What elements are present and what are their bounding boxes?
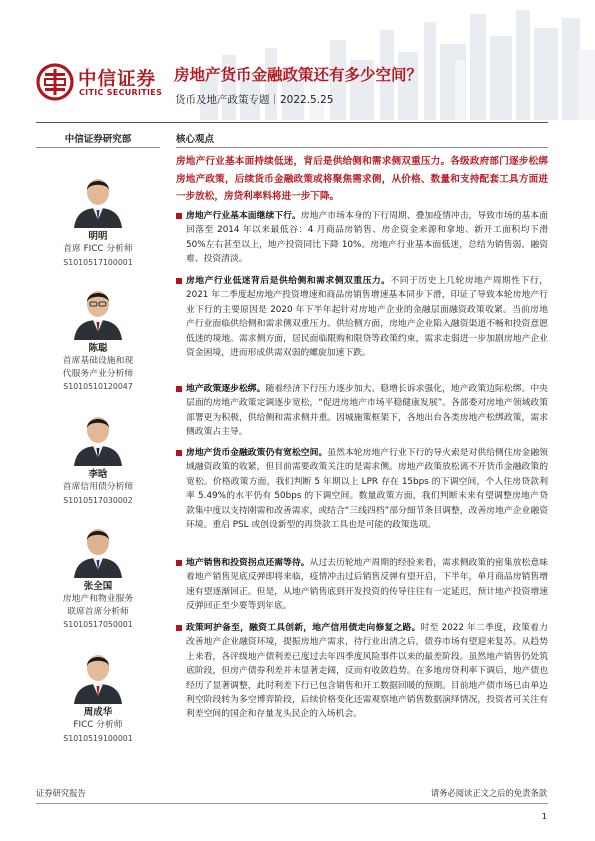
analyst-photo-icon: [72, 408, 124, 466]
bullet-square-icon: [176, 625, 182, 631]
point-text: 房地产市场本身的下行周期、叠加疫情冲击，导致市场的基本面回落至 2014 年以来最低谷：4 月商品房销售、房企资金来源和拿地、新开工面积均下滑 50%左右甚至以上，地产投资同比下降 10%。房地产行业基本面低迷，总结为销售弱、融资难、投资清淡。: [186, 211, 548, 265]
core-view-point: [176, 556, 548, 614]
footer-disclaimer-note: 请务必阅读正文之后的免责条款: [430, 788, 547, 798]
analyst-photo-icon: [72, 170, 124, 228]
analyst-name: 李晗: [88, 469, 108, 480]
analyst-name: 周成华: [83, 707, 113, 718]
core-view-point: [176, 209, 548, 267]
core-views-heading: 核心观点: [176, 134, 215, 145]
bullet-square-icon: [176, 560, 182, 566]
footer-divider: [36, 803, 548, 804]
header-divider: [36, 122, 548, 123]
report-subtitle: 货币及地产政策专题｜2022.5.25: [175, 94, 334, 106]
point-lead: 房地产行业低迷背后是供给侧和需求侧双重压力。: [186, 276, 391, 286]
analyst-license-id: S1010510120047: [63, 382, 133, 391]
analyst-card: [36, 282, 160, 393]
core-view-point: [176, 621, 548, 722]
bullet-square-icon: [176, 213, 182, 219]
point-lead: 房地产货币金融政策仍有宽松空间。: [186, 448, 328, 458]
analyst-title: FICC 分析师: [73, 720, 123, 730]
bullet-square-icon: [176, 386, 182, 392]
core-views-summary: 房地产行业基本面持续低迷，背后是供给侧和需求侧双重压力。各级政府部门逐步松绑房地产政策，后续货币金融政策或将聚焦需求侧，从价格、数量和支持配套工具方面进一步放松，房贷利率料将进一步下降。: [176, 156, 548, 203]
point-text: 时至 2022 年二季度，政策着力改善地产企业融资环境，提振房地产需求，待行业出清之后，债券市场有望迎来复苏。从趋势上来看，各评级地产债利差已度过去年四季度风险事件以来的最差阶段。虽然地产销售仍处筑底阶段，但房产债券利差并未显著走阔，反而有收敛趋势。在多地房贷利率下调后，地产债也经历了显著调整，此时利差下行已包含销售和开工数据回暖的预期。目前地产债市场已由单边利空阶段转为多空博弈阶段，后续价格变化还需观察地产销售数据演绎情况，投资者可关注有利差空间的国企和存量龙头民企的入场机会。: [186, 623, 548, 720]
main-heading-underline: [176, 147, 548, 148]
sidebar-heading-underline: [36, 147, 160, 148]
analyst-photo-icon: [72, 520, 124, 578]
brand-name-en: CITIC SECURITIES: [79, 88, 163, 97]
point-lead: 地产销售和投资拐点还需等待。: [186, 558, 310, 568]
analyst-card: [36, 170, 160, 269]
point-lead: 地产政策逐步松绑。: [186, 384, 266, 394]
sidebar-heading: 中信证券研究部: [64, 134, 132, 145]
analyst-license-id: S1010517030002: [63, 495, 133, 505]
footer-report-type: 证券研究报告: [36, 788, 86, 798]
point-text: 随着经济下行压力逐步加大、稳增长诉求强化，地产政策边际松绑。中央层面的房地产政策定调逐步宽松，“促进房地产市场平稳健康发展”。各部委对房地产领域政策部署更为积极，供给侧和需求侧并重。因城施策框架下，各地出台各类房地产松绑政策，需求侧政策占主导。: [186, 384, 548, 438]
core-view-point: [176, 382, 548, 440]
point-lead: 政策呵护备至，融资工具创新，地产信用债走向修复之路。: [186, 623, 421, 633]
analyst-title: 房地产和物业服务: [62, 594, 134, 604]
analyst-name: 张全国: [83, 581, 113, 592]
point-lead: 房地产行业基本面继续下行。: [186, 211, 301, 221]
analyst-name: 陈聪: [88, 343, 108, 354]
analyst-photo-icon: [72, 646, 124, 704]
analyst-name: 明明: [88, 231, 108, 242]
analyst-title: 首席信用债分析师: [62, 482, 134, 492]
analyst-title: 首席 FICC 分析师: [63, 244, 133, 254]
analyst-license-id: S1010519100001: [63, 733, 133, 743]
analyst-card: [36, 408, 160, 507]
citic-securities-logo: [36, 63, 166, 103]
bullet-square-icon: [176, 278, 182, 284]
page-number: 1: [541, 811, 547, 821]
point-text: 不同于历史上几轮房地产周期性下行，2021 年二季度起房地产投资增速和商品房销售增速基本同步下滑，印证了导致本轮房地产行业下行的主要原因是 2020 年下半年起针对房地产企业的金融层面融资政策收紧。当前房地产行业面临供给侧和需求侧双重压力。供给侧方面，房地产企业陷入融资渠道不畅和投资意愿低迷的境地。需求侧方面，居民面临限购和限贷等政策约束，需求走弱进一步加剧房地产企业资金困境，进而形成供需双弱的螺旋加速下跌。: [186, 276, 548, 359]
analyst-license-id: S1010517100001: [63, 257, 133, 267]
report-title: 房地产货币金融政策还有多少空间？: [174, 66, 423, 84]
analyst-title: 代服务产业分析师: [62, 368, 134, 379]
point-text: 从过去历轮地产周期的经验来看，需求侧政策的密集放松意味着地产销售见底反弹即将来临，疫情冲击过后销售反弹有望开启，下半年，单月商品房销售增速有望逐渐回正。但是，从地产销售底到开发投资的传导往往有一定延迟，预计地产投资增速反弹回正至少要等到年底。: [186, 558, 548, 612]
point-text: 虽然本轮房地产行业下行的导火索是对供给侧住房金融领域融资政策的收紧，但目前需要政策关注的是需求侧。房地产政策放松离不开货币金融政策的宽松。价格政策方面，我们判断 5 年期以上 LPR 存在 15bps 的下调空间，个人住房贷款利率 5.49%的水平仍有 50bps 的下调空间。数量政策方面，我们判断未来有望调整房地产贷款集中度以支持刚需和改善需求，或结合“三线四档”部分细节条目调整，改善房地产企业融资环境。重启 PSL 或创设新型的再贷款工具也是可能的政策选项。: [186, 448, 548, 531]
brand-name-cn: 中信证券: [78, 69, 157, 90]
analyst-title: 联席首席分析师: [67, 606, 129, 617]
analyst-card: [36, 520, 160, 631]
analyst-title: 首席基础设施和现: [62, 356, 134, 366]
analyst-card: [36, 646, 160, 745]
citic-logo-icon: [36, 63, 74, 101]
bullet-square-icon: [176, 450, 182, 456]
core-view-point: [176, 446, 548, 532]
core-view-point: [176, 274, 548, 360]
analyst-license-id: S1010517050001: [63, 620, 133, 629]
analyst-photo-icon: [72, 282, 124, 340]
